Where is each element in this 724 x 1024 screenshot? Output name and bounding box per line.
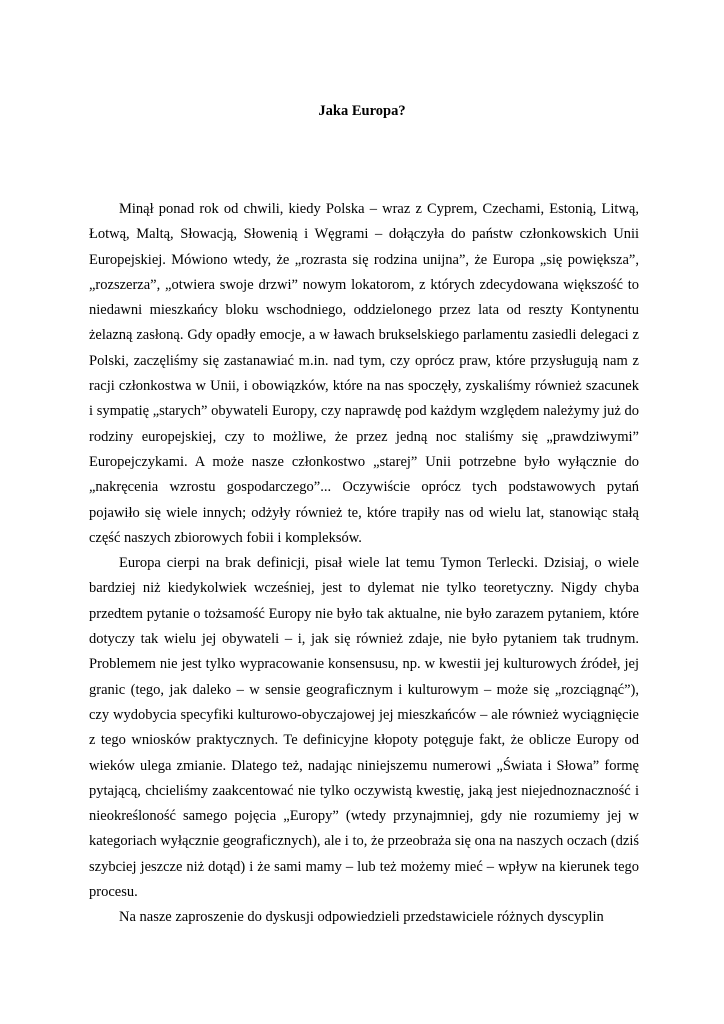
paragraph-3: Na nasze zaproszenie do dyskusji odpowiedzieli przedstawiciele różnych dyscyplin <box>119 909 604 926</box>
paragraph-1: Minął ponad rok od chwili, kiedy Polska – wraz z Cyprem, Czechami, Estonią, Litwą, Łotwą, Maltą, Słowacją, Słowenią i Węgrami – dołączyła do państw członkowskich Unii Europejskiej. Mówiono wtedy, że „rozrasta się rodzina unijna”, że Europa „się powiększa”, „rozszerza”, „otwiera swoje drzwi” nowym lokatorom, z których zdecydowana większość to niedawni mieszkańcy bloku wschodniego, oddzielonego przez lata od reszty Kontynentu żelazną zasłoną. Gdy opadły emocje, a w ławach brukselskiego parlamentu zasiedli delegaci z Polski, zaczęliśmy się zastanawiać m.in. nad tym, czy oprócz praw, które przysługują nam z racji członkostwa w Unii, i obowiązków, które na nas spoczęły, zyskaliśmy również szacunek i sympatię „starych” obywateli Europy, czy naprawdę pod każdym względem należymy już do rodziny europejskiej, czy to możliwe, że przez jedną noc staliśmy się „prawdziwymi” Europejczykami. A może nasze członkostwo „starej” Unii potrzebne było wyłącznie do „nakręcenia wzrostu gospodarczego”... Oczywiście oprócz tych podstawowych pytań pojawiło się wiele innych; odżyły również te, które trapiły nas od wielu lat, stanowiąc stałą część naszych zbiorowych fobii i kompleksów. <box>89 201 639 546</box>
document-body <box>89 197 639 931</box>
paragraph-2: Europa cierpi na brak definicji, pisał wiele lat temu Tymon Terlecki. Dzisiaj, o wiele bardziej niż kiedykolwiek wcześniej, jest to dylemat nie tylko teoretyczny. Nigdy chyba przedtem pytanie o tożsamość Europy nie było tak aktualne, nie było zarazem pytaniem, które dotyczy tak wielu jej obywateli – i, jak się również zdaje, nie było pytaniem tak trudnym. Problemem nie jest tylko wypracowanie konsensusu, np. w kwestii jej kulturowych źródeł, jej granic (tego, jak daleko – w sensie geograficznym i kulturowym – może się „rozciągnąć”), czy wydobycia specyfiki kulturowo-obyczajowej jej mieszkańców – ale również wyciągnięcie z tego wniosków praktycznych. Te definicyjne kłopoty potęguje fakt, że oblicze Europy od wieków ulega zmianie. Dlatego też, nadając niniejszemu numerowi „Świata i Słowa” formę pytającą, chcieliśmy zaakcentować nie tylko oczywistą kwestię, jaką jest niejednoznaczność i nieokreśloność samego pojęcia „Europy” (wtedy przynajmniej, gdy nie rozumiemy jej w kategoriach wyłącznie geograficznych), ale i to, że przeobraża się ona na naszych oczach (dziś szybciej jeszcze niż dotąd) i że sami mamy – lub też możemy mieć – wpływ na kierunek tego procesu. <box>89 555 639 901</box>
document-title: Jaka Europa? <box>318 103 406 119</box>
